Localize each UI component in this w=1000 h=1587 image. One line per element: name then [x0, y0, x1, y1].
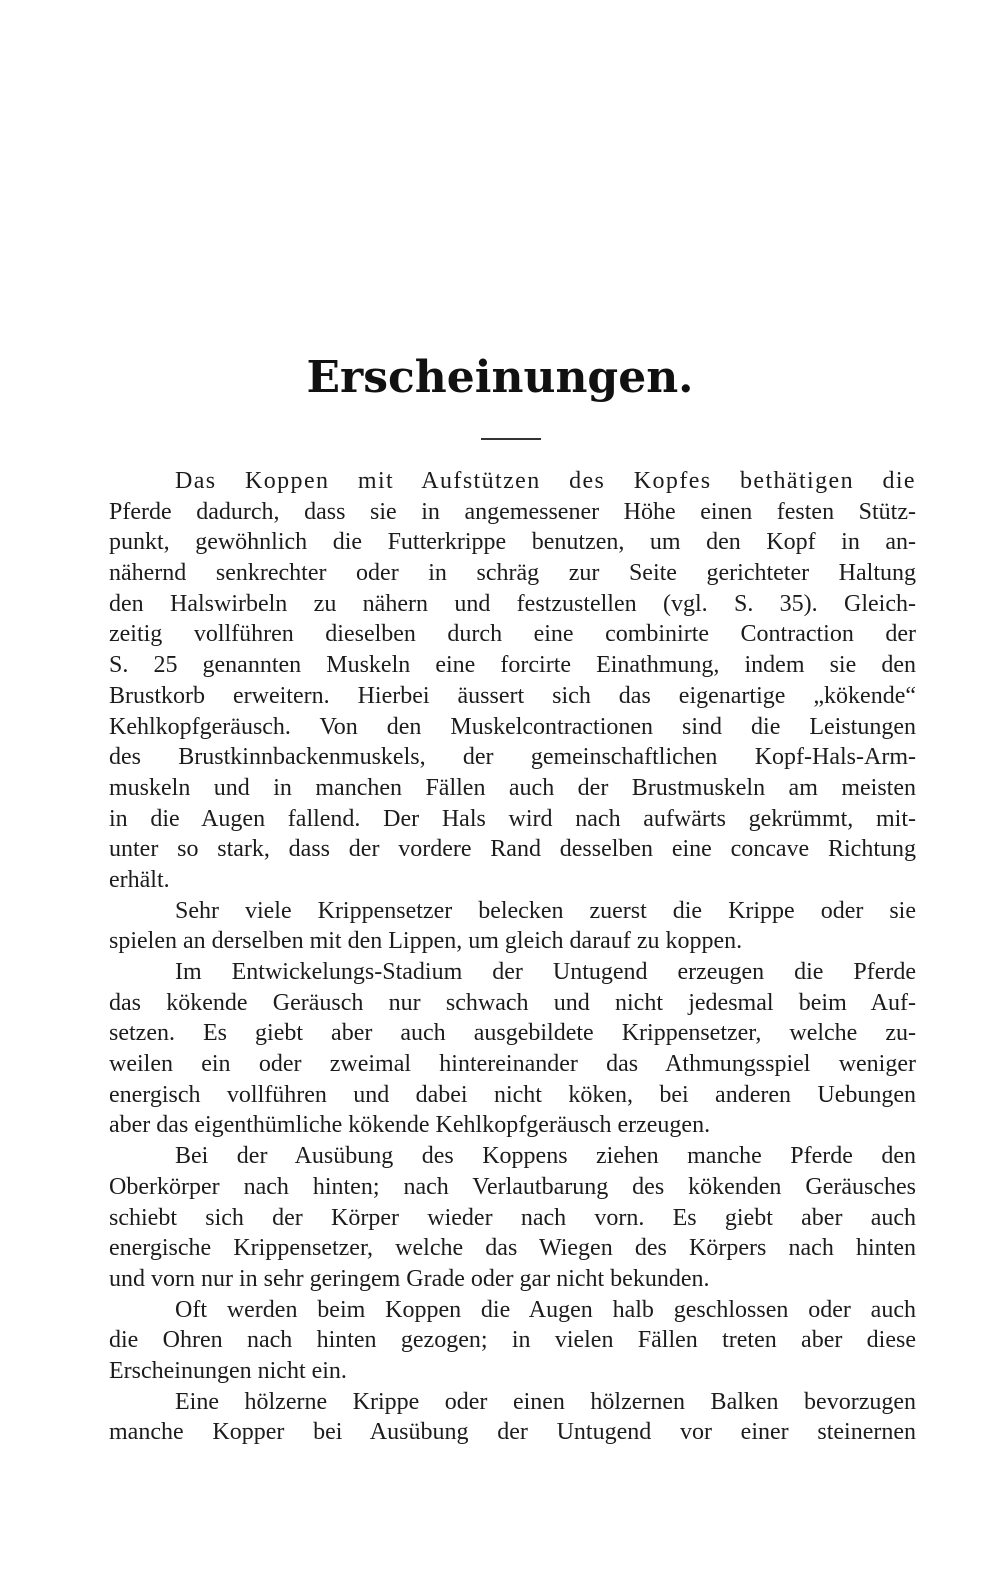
- text-line: S. 25 genannten Muskeln eine forcirte Einathmung, indem sie den: [109, 652, 916, 679]
- text-line: Brustkorb erweitern. Hierbei äussert sich das eigenartige „kökende“: [109, 682, 916, 709]
- text-line: Oft werden beim Koppen die Augen halb geschlossen oder auch: [175, 1296, 916, 1323]
- text-line: erhält.: [109, 866, 170, 893]
- text-line: muskeln und in manchen Fällen auch der Brustmuskeln am meisten: [109, 774, 916, 801]
- text-line: Bei der Ausübung des Koppens ziehen manche Pferde den: [175, 1143, 916, 1170]
- text-line: das kökende Geräusch nur schwach und nicht jedesmal beim Auf-: [109, 989, 916, 1016]
- text-line: Oberkörper nach hinten; nach Verlautbarung des kökenden Geräusches: [109, 1173, 916, 1200]
- text-line: energische Krippensetzer, welche das Wiegen des Körpers nach hinten: [109, 1235, 916, 1262]
- text-line: spielen an derselben mit den Lippen, um gleich darauf zu koppen.: [109, 928, 743, 955]
- text-line: und vorn nur in sehr geringem Grade oder gar nicht bekunden.: [109, 1265, 710, 1292]
- text-line: die Ohren nach hinten gezogen; in vielen Fällen treten aber diese: [109, 1327, 916, 1354]
- text-line: punkt, gewöhnlich die Futterkrippe benutzen, um den Kopf in an-: [109, 529, 916, 556]
- text-line: weilen ein oder zweimal hintereinander das Athmungsspiel weniger: [109, 1051, 916, 1078]
- text-line: aber das eigenthümliche kökende Kehlkopfgeräusch erzeugen.: [109, 1112, 711, 1139]
- body-text: [109, 466, 916, 1448]
- text-line: Pferde dadurch, dass sie in angemessener Höhe einen festen Stütz-: [109, 498, 916, 525]
- title-divider: [481, 438, 541, 440]
- text-line: Erscheinungen nicht ein.: [109, 1357, 347, 1384]
- text-line: energisch vollführen und dabei nicht köken, bei anderen Uebungen: [109, 1081, 916, 1108]
- text-line: zeitig vollführen dieselben durch eine combinirte Contraction der: [109, 621, 916, 648]
- text-line: manche Kopper bei Ausübung der Untugend vor einer steinernen: [109, 1419, 916, 1446]
- text-line: schiebt sich der Körper wieder nach vorn. Es giebt aber auch: [109, 1204, 916, 1231]
- text-line: nähernd senkrechter oder in schräg zur Seite gerichteter Haltung: [109, 560, 916, 587]
- text-line: den Halswirbeln zu nähern und festzustellen (vgl. S. 35). Gleich-: [109, 590, 916, 617]
- text-line: setzen. Es giebt aber auch ausgebildete Krippensetzer, welche zu-: [109, 1020, 916, 1047]
- page-title: Erscheinungen.: [306, 352, 694, 403]
- text-line: Kehlkopfgeräusch. Von den Muskelcontractionen sind die Leistungen: [109, 713, 916, 740]
- text-line: unter so stark, dass der vordere Rand desselben eine concave Richtung: [109, 836, 916, 863]
- text-line: Das Koppen mit Aufstützen des Kopfes bethätigen die: [175, 468, 916, 494]
- text-line: in die Augen fallend. Der Hals wird nach aufwärts gekrümmt, mit-: [109, 805, 916, 832]
- text-line: des Brustkinnbackenmuskels, der gemeinschaftlichen Kopf-Hals-Arm-: [109, 744, 916, 771]
- text-line: Im Entwickelungs-Stadium der Untugend erzeugen die Pferde: [175, 959, 916, 985]
- text-line: Eine hölzerne Krippe oder einen hölzernen Balken bevorzugen: [175, 1388, 916, 1415]
- text-line: Sehr viele Krippensetzer belecken zuerst die Krippe oder sie: [175, 897, 916, 924]
